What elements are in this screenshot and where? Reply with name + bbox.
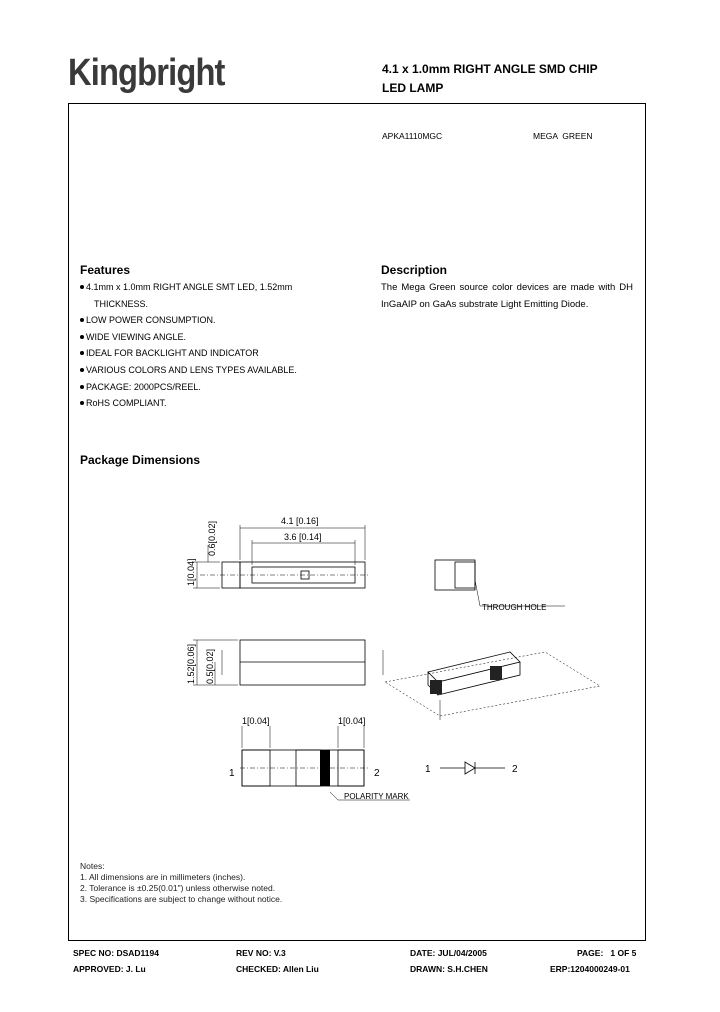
note-line: 2. Tolerance is ±0.25(0.01") unless otherwise noted. bbox=[80, 883, 276, 893]
note-line: 3. Specifications are subject to change without notice. bbox=[80, 894, 283, 904]
list-item: RoHS COMPLIANT. bbox=[80, 395, 350, 412]
polarity-mark-label: POLARITY MARK bbox=[344, 792, 409, 801]
dim-total-label: 4.1 [0.16] bbox=[281, 516, 319, 526]
list-item: 4.1mm x 1.0mm RIGHT ANGLE SMT LED, 1.52mm THICKNESS. bbox=[80, 279, 350, 312]
pin1-label: 1 bbox=[229, 768, 235, 779]
kingbright-logo: Kingbright bbox=[68, 52, 225, 94]
pin2-label: 2 bbox=[374, 768, 380, 779]
dim-height-label: 1[0.04] bbox=[186, 558, 196, 586]
spec-no: SPEC NO: DSAD1194 bbox=[73, 948, 159, 958]
through-hole-label: THROUGH HOLE bbox=[482, 603, 547, 612]
features-heading: Features bbox=[80, 263, 131, 277]
checked-by: CHECKED: Allen Liu bbox=[236, 964, 319, 974]
list-item: IDEAL FOR BACKLIGHT AND INDICATOR bbox=[80, 345, 350, 362]
dim-pad-left-label: 1[0.04] bbox=[242, 716, 270, 726]
package-dimensions-heading: Package Dimensions bbox=[80, 453, 201, 467]
rev-no: REV NO: V.3 bbox=[236, 948, 286, 958]
pad-icon bbox=[490, 666, 502, 680]
part-number: APKA1110MGC bbox=[382, 131, 443, 141]
description-text: The Mega Green source color devices are made with DH InGaAIP on GaAs substrate Light Emitting Diode. bbox=[381, 282, 633, 310]
diode-pin2-label: 2 bbox=[512, 764, 518, 775]
page-number: PAGE: 1 OF 5 bbox=[577, 948, 637, 958]
dim-inner-label: 3.6 [0.14] bbox=[284, 532, 322, 542]
pad-icon bbox=[430, 680, 442, 694]
document-title-line2: LED LAMP bbox=[382, 81, 444, 95]
approved-by: APPROVED: J. Lu bbox=[73, 964, 146, 974]
date: DATE: JUL/04/2005 bbox=[410, 948, 487, 958]
list-item: VARIOUS COLORS AND LENS TYPES AVAILABLE. bbox=[80, 362, 350, 379]
notes bbox=[80, 861, 282, 905]
dim-pad-right-label: 1[0.04] bbox=[338, 716, 366, 726]
polarity-band bbox=[320, 750, 330, 786]
diode-pin1-label: 1 bbox=[425, 764, 431, 775]
dim-lens-label: 0.5[0.02] bbox=[205, 648, 215, 684]
dim-top-label: 0.6[0.02] bbox=[207, 520, 217, 556]
part-color: MEGA GREEN bbox=[533, 131, 593, 141]
description-heading: Description bbox=[381, 263, 448, 277]
note-line: 1. All dimensions are in millimeters (inches). bbox=[80, 872, 246, 882]
list-item: LOW POWER CONSUMPTION. bbox=[80, 312, 350, 329]
list-item: PACKAGE: 2000PCS/REEL. bbox=[80, 379, 350, 396]
list-item: WIDE VIEWING ANGLE. bbox=[80, 329, 350, 346]
notes-title: Notes: bbox=[80, 861, 105, 871]
dim-thick-label: 1.52[0.06] bbox=[186, 643, 196, 684]
erp-number: ERP:1204000249-01 bbox=[550, 964, 630, 974]
drawn-by: DRAWN: S.H.CHEN bbox=[410, 964, 488, 974]
document-title-line1: 4.1 x 1.0mm RIGHT ANGLE SMD CHIP bbox=[382, 62, 598, 76]
